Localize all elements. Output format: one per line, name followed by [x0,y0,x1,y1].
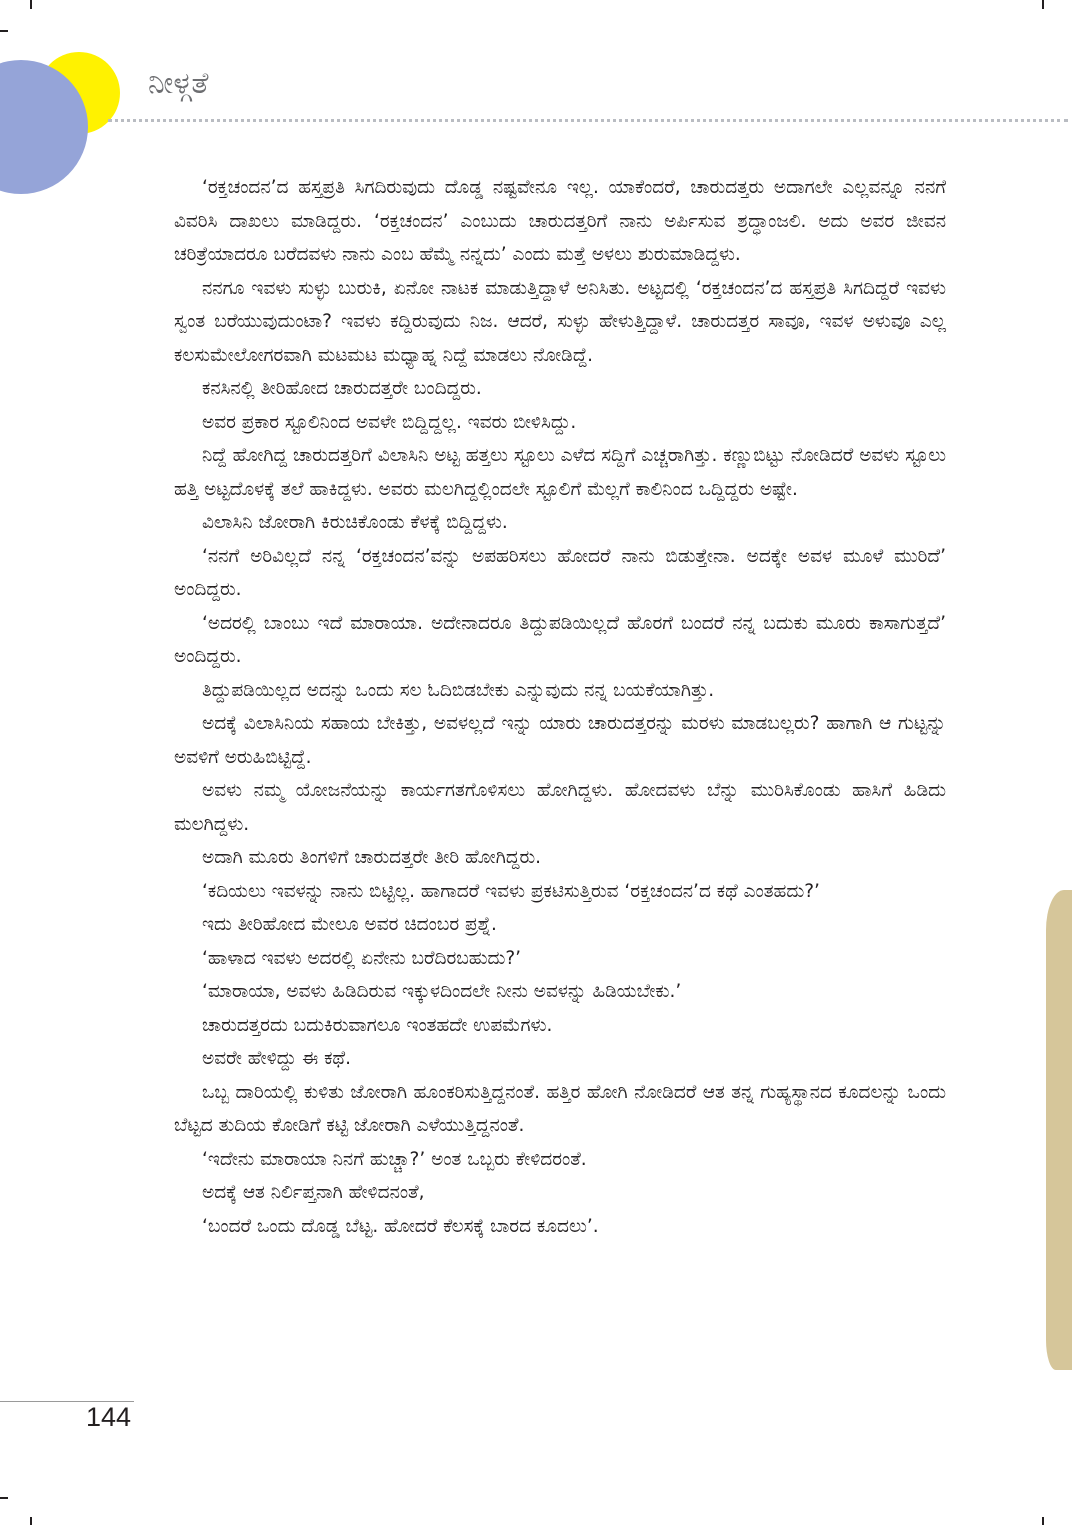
paragraph: ಕನಸಿನಲ್ಲಿ ತೀರಿಹೋದ ಚಾರುದತ್ತರೇ ಬಂದಿದ್ದರು. [202,378,482,399]
paragraph: ‘ರಕ್ತಚಂದನ’ದ ಹಸ್ತಪ್ರತಿ ಸಿಗದಿರುವುದು ದೊಡ್ಡ ನಷ್ಟವೇನೂ ಇಲ್ಲ. ಯಾಕೆಂದರೆ, ಚಾರುದತ್ತರು ಅದಾಗಲೇ ಎಲ್ಲವನ್ನೂ ನನಗೆ ವಿವರಿಸಿ ದಾಖಲು ಮಾಡಿದ್ದರು. ‘ರಕ್ತಚಂದನ’ ಎಂಬುದು ಚಾರುದತ್ತರಿಗೆ ನಾನು ಅರ್ಪಿಸುವ ಶ್ರದ್ಧಾಂಜಲಿ. ಅದು ಅವರ ಜೀವನ ಚರಿತ್ರೆಯಾದರೂ ಬರೆದವಳು ನಾನು ಎಂಬ ಹೆಮ್ಮೆ ನನ್ನದು’ ಎಂದು ಮತ್ತೆ ಅಳಲು ಶುರುಮಾಡಿದ್ದಳು. [174,177,946,265]
paragraph: ಇದು ತೀರಿಹೋದ ಮೇಲೂ ಅವರ ಚಿದಂಬರ ಪ್ರಶ್ನೆ. [202,914,497,935]
paragraph: ‘ಕದಿಯಲು ಇವಳನ್ನು ನಾನು ಬಿಟ್ಟಿಲ್ಲ. ಹಾಗಾದರೆ ಇವಳು ಪ್ರಕಟಿಸುತ್ತಿರುವ ‘ರಕ್ತಚಂದನ’ದ ಕಥೆ ಎಂತಹದು?’ [202,880,820,902]
crop-mark-bottom-right [1042,1517,1044,1525]
running-header-title: ನೀಳ್ಗತೆ [148,66,209,101]
crop-mark-left-lower [0,1497,8,1499]
crop-mark-left-upper [0,30,8,32]
paragraph: ವಿಲಾಸಿನಿ ಜೋರಾಗಿ ಕಿರುಚಿಕೊಂಡು ಕೆಳಕ್ಕೆ ಬಿದ್ದಿದ್ದಳು. [202,512,508,533]
crop-mark-bottom-left [30,1517,32,1525]
paragraph: ಅವಳು ನಮ್ಮ ಯೋಜನೆಯನ್ನು ಕಾರ್ಯಗತಗೊಳಿಸಲು ಹೋಗಿದ್ದಳು. ಹೋದವಳು ಬೆನ್ನು ಮುರಿಸಿಕೊಂಡು ಹಾಸಿಗೆ ಹಿಡಿದು ಮಲಗಿದ್ದಳು. [174,780,946,835]
header-dotted-rule [108,119,1068,122]
paragraph: ಅದಾಗಿ ಮೂರು ತಿಂಗಳಿಗೆ ಚಾರುದತ್ತರೇ ತೀರಿ ಹೋಗಿದ್ದರು. [202,847,542,868]
page-number: 144 [86,1402,132,1432]
paragraph: ‘ಮಾರಾಯಾ, ಅವಳು ಹಿಡಿದಿರುವ ಇಕ್ಕುಳದಿಂದಲೇ ನೀನು ಅವಳನ್ನು ಹಿಡಿಯಬೇಕು.’ [202,981,682,1002]
body-text [174,171,946,1243]
paragraph: ‘ಅದರಲ್ಲಿ ಬಾಂಬು ಇದೆ ಮಾರಾಯಾ. ಅದೇನಾದರೂ ತಿದ್ದುಪಡಿಯಿಲ್ಲದೆ ಹೊರಗೆ ಬಂದರೆ ನನ್ನ ಬದುಕು ಮೂರು ಕಾಸಾಗುತ್ತದೆ’ ಅಂದಿದ್ದರು. [174,612,946,667]
paragraph: ಚಾರುದತ್ತರದು ಬದುಕಿರುವಾಗಲೂ ಇಂತಹದೇ ಉಪಮೆಗಳು. [202,1014,553,1036]
paragraph: ‘ನನಗೆ ಅರಿವಿಲ್ಲದೆ ನನ್ನ ‘ರಕ್ತಚಂದನ’ವನ್ನು ಅಪಹರಿಸಲು ಹೋದರೆ ನಾನು ಬಿಡುತ್ತೇನಾ. ಅದಕ್ಕೇ ಅವಳ ಮೂಳೆ ಮುರಿದೆ’ ಅಂದಿದ್ದರು. [174,545,946,600]
paragraph: ಒಬ್ಬ ದಾರಿಯಲ್ಲಿ ಕುಳಿತು ಜೋರಾಗಿ ಹೂಂಕರಿಸುತ್ತಿದ್ದನಂತೆ. ಹತ್ತಿರ ಹೋಗಿ ನೋಡಿದರೆ ಆತ ತನ್ನ ಗುಹ್ಯಸ್ಥಾನದ ಕೂದಲನ್ನು ಒಂದು ಬೆಟ್ಟದ ತುದಿಯ ಕೋಡಿಗೆ ಕಟ್ಟಿ ಜೋರಾಗಿ ಎಳೆಯುತ್ತಿದ್ದನಂತೆ. [174,1081,946,1136]
paragraph: ಅದಕ್ಕೆ ವಿಲಾಸಿನಿಯ ಸಹಾಯ ಬೇಕಿತ್ತು, ಅವಳಲ್ಲದೆ ಇನ್ನು ಯಾರು ಚಾರುದತ್ತರನ್ನು ಮರಳು ಮಾಡಬಲ್ಲರು? ಹಾಗಾಗಿ ಆ ಗುಟ್ಟನ್ನು ಅವಳಿಗೆ ಅರುಹಿಬಿಟ್ಟಿದ್ದೆ. [174,713,946,768]
paragraph: ತಿದ್ದುಪಡಿಯಿಲ್ಲದ ಅದನ್ನು ಒಂದು ಸಲ ಓದಿಬಿಡಬೇಕು ಎನ್ನುವುದು ನನ್ನ ಬಯಕೆಯಾಗಿತ್ತು. [202,679,715,701]
paragraph: ಅವರೇ ಹೇಳಿದ್ದು ಈ ಕಥೆ. [202,1048,352,1069]
paragraph: ಅದಕ್ಕೆ ಆತ ನಿರ್ಲಿಪ್ತನಾಗಿ ಹೇಳಿದನಂತೆ, [202,1182,425,1203]
crop-mark-top-right [1042,0,1044,9]
paragraph: ‘ಹಾಳಾದ ಇವಳು ಅದರಲ್ಲಿ ಏನೇನು ಬರೆದಿರಬಹುದು?’ [202,947,522,969]
paragraph: ‘ಇದೇನು ಮಾರಾಯಾ ನಿನಗೆ ಹುಚ್ಚಾ?’ ಅಂತ ಒಬ್ಬರು ಕೇಳಿದರಂತೆ. [202,1148,587,1170]
paragraph: ಅವರ ಪ್ರಕಾರ ಸ್ಟೂಲಿನಿಂದ ಅವಳೇ ಬಿದ್ದಿದ್ದಲ್ಲ. ಇವರು ಬೀಳಿಸಿದ್ದು. [202,411,577,433]
page-edge-tab [1046,890,1072,1370]
paragraph: ‘ಬಂದರೆ ಒಂದು ದೊಡ್ಡ ಬೆಟ್ಟ. ಹೋದರೆ ಕೆಲಸಕ್ಕೆ ಬಾರದ ಕೂದಲು’. [202,1215,599,1237]
paragraph: ನನಗೂ ಇವಳು ಸುಳ್ಳು ಬುರುಕಿ, ಏನೋ ನಾಟಕ ಮಾಡುತ್ತಿದ್ದಾಳೆ ಅನಿಸಿತು. ಅಟ್ಟದಲ್ಲಿ ‘ರಕ್ತಚಂದನ’ದ ಹಸ್ತಪ್ರತಿ ಸಿಗದಿದ್ದರೆ ಇವಳು ಸ್ವಂತ ಬರೆಯುವುದುಂಟಾ? ಇವಳು ಕದ್ದಿರುವುದು ನಿಜ. ಆದರೆ, ಸುಳ್ಳು ಹೇಳುತ್ತಿದ್ದಾಳೆ. ಚಾರುದತ್ತರ ಸಾವೂ, ಇವಳ ಅಳುವೂ ಎಲ್ಲ ಕಲಸುಮೇಲೋಗರವಾಗಿ ಮಟಮಟ ಮಧ್ಯಾಹ್ನ ನಿದ್ದೆ ಮಾಡಲು ನೋಡಿದ್ದೆ. [174,277,946,366]
crop-mark-top-left [30,0,32,9]
paragraph: ನಿದ್ದೆ ಹೋಗಿದ್ದ ಚಾರುದತ್ತರಿಗೆ ವಿಲಾಸಿನಿ ಅಟ್ಟ ಹತ್ತಲು ಸ್ಟೂಲು ಎಳೆದ ಸದ್ದಿಗೆ ಎಚ್ಚರಾಗಿತ್ತು. ಕಣ್ಣುಬಿಟ್ಟು ನೋಡಿದರೆ ಅವಳು ಸ್ಟೂಲು ಹತ್ತಿ ಅಟ್ಟದೊಳಕ್ಕೆ ತಲೆ ಹಾಕಿದ್ದಳು. ಅವರು ಮಲಗಿದ್ದಲ್ಲಿಂದಲೇ ಸ್ಟೂಲಿಗೆ ಮೆಲ್ಲಗೆ ಕಾಲಿನಿಂದ ಒದ್ದಿದ್ದರು ಅಷ್ಟೇ. [174,445,946,500]
